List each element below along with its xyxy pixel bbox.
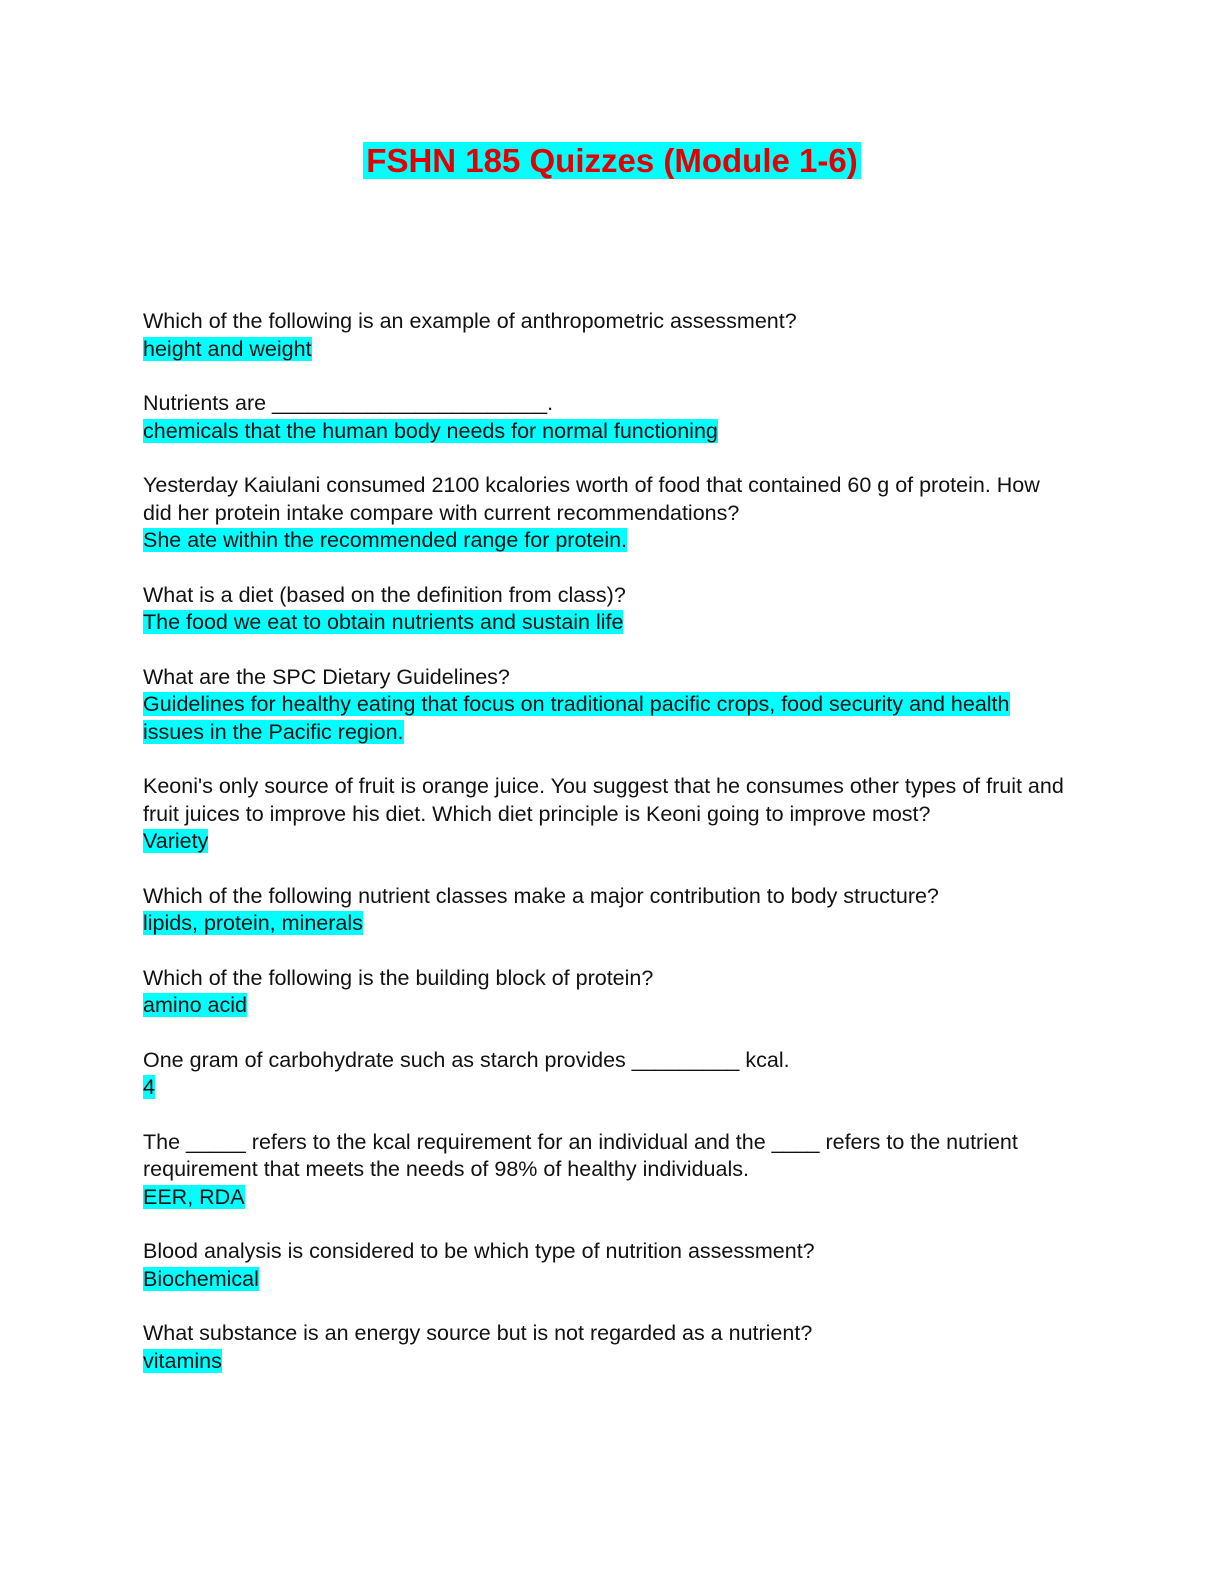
answer-text: The food we eat to obtain nutrients and sustain life bbox=[143, 610, 624, 634]
question-text: The _____ refers to the kcal requirement for an individual and the ____ refers to the nutrient requirement that meets the needs of 98% of healthy individuals. bbox=[143, 1129, 1018, 1181]
question-text: Keoni's only source of fruit is orange juice. You suggest that he consumes other types of fruit and fruit juices to improve his diet. Which diet principle is Keoni going to improve most? bbox=[143, 774, 1064, 826]
answer-text: chemicals that the human body needs for normal functioning bbox=[143, 418, 718, 443]
question-text: Yesterday Kaiulani consumed 2100 kcalories worth of food that contained 60 g of protein. How did her protein intake compare with current recommendations? bbox=[143, 473, 1040, 525]
quiz-item bbox=[143, 883, 1073, 938]
document-title-text: FSHN 185 Quizzes (Module 1-6) bbox=[363, 142, 860, 179]
quiz-item bbox=[143, 308, 1073, 363]
quiz-item bbox=[143, 773, 1073, 856]
quiz-item bbox=[143, 472, 1073, 555]
answer-text: Biochemical bbox=[143, 1266, 259, 1291]
quiz-item bbox=[143, 1047, 1073, 1102]
question-text: What is a diet (based on the definition from class)? bbox=[143, 582, 626, 607]
quiz-item bbox=[143, 582, 1073, 637]
answer-text: lipids, protein, minerals bbox=[143, 911, 363, 935]
answer-text: amino acid bbox=[143, 993, 247, 1017]
quiz-content bbox=[143, 308, 1073, 1402]
question-text: What substance is an energy source but is not regarded as a nutrient? bbox=[143, 1321, 813, 1345]
question-text: Which of the following is an example of anthropometric assessment? bbox=[143, 309, 797, 333]
answer-text: Variety bbox=[143, 829, 209, 853]
question-text: Blood analysis is considered to be which type of nutrition assessment? bbox=[143, 1239, 815, 1263]
answer-text: EER, RDA bbox=[143, 1184, 245, 1209]
quiz-item bbox=[143, 1320, 1073, 1375]
question-text: What are the SPC Dietary Guidelines? bbox=[143, 664, 510, 689]
quiz-item bbox=[143, 965, 1073, 1020]
quiz-item bbox=[143, 390, 1073, 445]
question-text: One gram of carbohydrate such as starch provides _________ kcal. bbox=[143, 1047, 790, 1072]
answer-text: height and weight bbox=[143, 336, 312, 361]
question-text: Which of the following nutrient classes make a major contribution to body structure? bbox=[143, 883, 939, 908]
quiz-item bbox=[143, 1238, 1073, 1293]
quiz-item bbox=[143, 664, 1073, 747]
document-title bbox=[0, 139, 1224, 183]
answer-text: Guidelines for healthy eating that focus on traditional pacific crops, food security and health issues in the Pacific region. bbox=[143, 692, 1010, 744]
question-text: Nutrients are _______________________. bbox=[143, 391, 554, 415]
answer-text: 4 bbox=[143, 1075, 155, 1099]
question-text: Which of the following is the building block of protein? bbox=[143, 965, 654, 990]
quiz-item bbox=[143, 1129, 1073, 1212]
answer-text: She ate within the recommended range for protein. bbox=[143, 528, 628, 552]
answer-text: vitamins bbox=[143, 1348, 222, 1373]
